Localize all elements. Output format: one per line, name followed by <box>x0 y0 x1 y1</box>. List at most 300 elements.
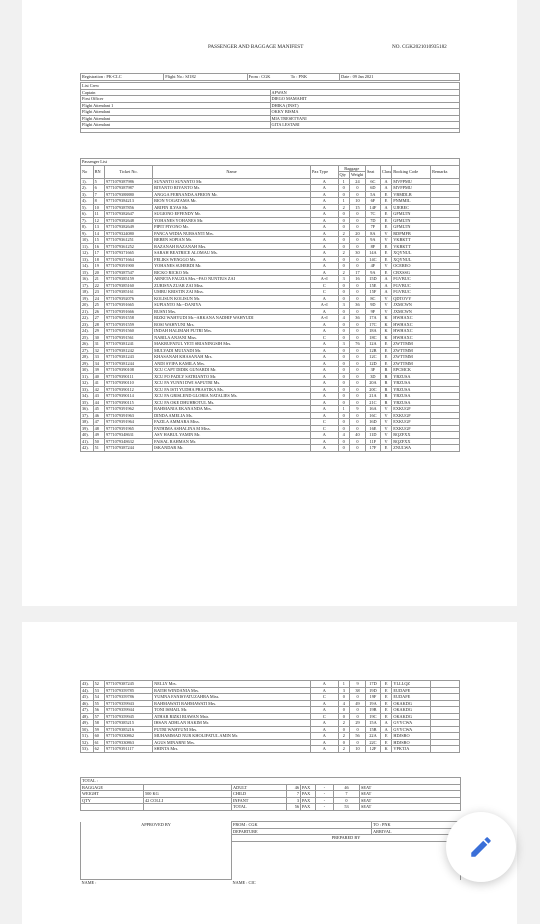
pax-booking: OKAKDG <box>392 707 431 714</box>
pax-booking: VPKTJA <box>392 746 431 753</box>
pax-booking: GFMLTN <box>392 217 431 224</box>
pax-no: 28). <box>81 354 94 361</box>
pax-ticket: 9771079391964 <box>105 419 153 426</box>
route-to: To : PNK <box>290 74 340 81</box>
pax-bag-weight: 0 <box>350 713 366 720</box>
pax-type: A <box>311 687 338 694</box>
pax-ticket: 9771079359786 <box>105 694 153 701</box>
pax-bag-qty: 1 <box>338 198 349 205</box>
pax-no: 9). <box>81 230 94 237</box>
pax-bag-qty: 2 <box>338 720 349 727</box>
pax-no: 48). <box>81 713 94 720</box>
pax-type: A <box>311 720 338 727</box>
pax-booking: QDTOVY <box>392 295 431 302</box>
pax-ticket: 9771079390111 <box>105 373 153 380</box>
pax-type: A <box>311 707 338 714</box>
pax-bn: 12 <box>93 217 104 224</box>
pax-booking: EUDAFE <box>392 687 431 694</box>
pax-class: A <box>380 185 391 192</box>
col-baggage: Baggage <box>338 165 365 172</box>
pax-type: A <box>311 373 338 380</box>
pax-bag-weight: 38 <box>350 687 366 694</box>
pax-bag-qty: 3 <box>338 687 349 694</box>
pax-bn: 58 <box>93 720 104 727</box>
pax-class: E <box>380 733 391 740</box>
pax-bag-weight: 0 <box>349 282 365 289</box>
pax-bag-qty: 0 <box>338 438 349 445</box>
pax-no: 4). <box>81 198 94 205</box>
pax-bag-weight: 0 <box>349 211 365 218</box>
pax-bag-qty: 0 <box>338 185 349 192</box>
pax-bag-qty: 0 <box>338 707 349 714</box>
pax-class: V <box>380 406 391 413</box>
infant-seat-label: SEAT <box>360 797 461 804</box>
pax-class: K <box>380 746 391 753</box>
pax-name: NELLY Mrs. <box>153 681 311 688</box>
pax-bn: 45 <box>93 406 104 413</box>
pax-ticket: 9771079381241 <box>105 341 153 348</box>
pax-type: A <box>311 733 338 740</box>
pax-name: NABILA ANJANI Miss. <box>153 334 311 341</box>
pax-bn: 46 <box>93 412 104 419</box>
total-seat-label: SEAT <box>360 804 461 811</box>
crew-name: DIEGO MAMAHIT <box>270 96 460 103</box>
pax-ticket: 9771079391560 <box>105 328 153 335</box>
pax-bag-qty: 1 <box>338 681 349 688</box>
pax-bag-qty: 0 <box>338 739 349 746</box>
pax-seat: 22A <box>366 733 381 740</box>
col-weight: Weight <box>349 172 365 179</box>
prepared-by: PREPARED BY <box>232 835 461 842</box>
pax-ticket: 9771079348631 <box>105 432 153 439</box>
pax-class: V <box>380 263 391 270</box>
pax-seat: 14F <box>365 204 380 211</box>
pax-bag-weight: 0 <box>349 289 365 296</box>
pax-booking: EPCMCK <box>392 367 431 374</box>
pax-remarks <box>431 746 460 753</box>
pax-class: E <box>380 211 391 218</box>
pax-no: 14). <box>81 263 94 270</box>
pax-bag-qty: 1 <box>338 178 349 185</box>
pax-booking: XQYNUL <box>392 250 431 257</box>
pax-ticket: 9771079361252 <box>105 243 153 250</box>
pax-seat: 15E <box>365 282 380 289</box>
route-from: From : CGK <box>247 74 290 81</box>
pax-seat: 20A <box>365 380 380 387</box>
pax-bag-qty: 0 <box>338 217 349 224</box>
pax-ticket: 9771079391666 <box>105 308 153 315</box>
col-remarks: Remarks <box>431 165 460 178</box>
pax-bn: 49 <box>93 432 104 439</box>
pax-ticket: 9771079387245 <box>105 681 153 688</box>
pax-bn: 28 <box>93 321 104 328</box>
pax-name: FAISAL RAHMAN Mr. <box>153 438 311 445</box>
pax-type: A <box>311 295 338 302</box>
pax-name: RATIH WINDANIA Mrs. <box>153 687 311 694</box>
pax-ticket: 9771079330863 <box>105 739 153 746</box>
pax-seat: 15B <box>366 726 381 733</box>
crew-role: Flight Attendant <box>81 122 271 129</box>
pax-booking: VKBKTT <box>392 243 431 250</box>
pax-no: 47). <box>81 707 94 714</box>
pax-booking: VBMDLB <box>392 191 431 198</box>
col-booking: Booking Code <box>392 165 431 178</box>
pax-bn: 21 <box>93 276 104 283</box>
baggage-label: BAGGAGE <box>81 784 144 791</box>
document-number: NO. CGK2021010935182 <box>392 44 447 50</box>
pax-seat: 7C <box>365 211 380 218</box>
pax-seat: 19F <box>366 694 381 701</box>
pax-bn: 43 <box>93 393 104 400</box>
pax-bn: 44 <box>93 399 104 406</box>
col-seat: Seat <box>365 165 380 178</box>
pax-name: SHINTA Mrs. <box>153 746 311 753</box>
pax-seat: 18A <box>365 328 380 335</box>
pax-bn: 57 <box>93 713 104 720</box>
pax-remarks <box>431 445 460 452</box>
pax-no: 26). <box>81 341 94 348</box>
from-label: FROM : CGK <box>232 822 372 829</box>
pax-bag-weight: 0 <box>349 360 365 367</box>
pax-class: E <box>380 681 391 688</box>
pax-ticket: 9771079388880 <box>105 191 153 198</box>
pax-ticket: 9771079359945 <box>105 713 153 720</box>
pax-bag-weight: 0 <box>349 354 365 361</box>
total-pax-count: 56 <box>287 804 301 811</box>
pax-class: A <box>380 289 391 296</box>
pax-booking: HWHAXC <box>392 321 431 328</box>
pax-type: A <box>311 739 338 746</box>
pax-name: YOHANES SUHERDI Mr. <box>153 263 311 270</box>
pax-bag-weight: 0 <box>349 191 365 198</box>
infant-unit: PAX <box>301 797 316 804</box>
pax-bag-qty: 0 <box>338 726 349 733</box>
pax-bag-weight: 0 <box>349 367 365 374</box>
pax-seat: 12A <box>365 341 380 348</box>
pax-name: RIYANTO RIYANTO Mr. <box>153 185 311 192</box>
col-qty: Qty <box>338 172 349 179</box>
pax-no: 11). <box>81 243 94 250</box>
pax-ticket: 9771079391117 <box>105 746 153 753</box>
signature-space <box>232 841 461 880</box>
pax-bag-weight: 36 <box>349 302 365 309</box>
pax-ticket: 9771079385160 <box>105 282 153 289</box>
weight-value: 500 KG <box>144 791 232 798</box>
pax-seat: 16D <box>365 419 380 426</box>
pax-booking: EUDAFE <box>392 694 431 701</box>
pax-no: 32). <box>81 380 94 387</box>
pax-booking: JXMCWN <box>392 302 431 309</box>
pax-bag-weight: 0 <box>349 438 365 445</box>
crew-role: Flight Attendant <box>81 115 271 122</box>
pax-class: R <box>380 380 391 387</box>
pax-class: E <box>380 360 391 367</box>
pax-ticket: 9771079391561 <box>105 334 153 341</box>
pax-bn: 56 <box>93 707 104 714</box>
pax-class: A <box>380 720 391 727</box>
child-label: CHILD <box>232 791 287 798</box>
pax-type: A <box>311 386 338 393</box>
pax-no: 35). <box>81 399 94 406</box>
pax-type: A <box>311 393 338 400</box>
pax-bag-weight: 0 <box>349 380 365 387</box>
pax-type: A <box>311 237 338 244</box>
approved-by: APPROVED BY <box>81 822 232 880</box>
pax-type: A <box>311 250 338 257</box>
pax-seat: 12D <box>365 360 380 367</box>
pax-class: E <box>380 739 391 746</box>
pax-no: 8). <box>81 224 94 231</box>
pax-bag-weight: 76 <box>349 341 365 348</box>
pax-no: 3). <box>81 191 94 198</box>
pax-ticket: 9771079371665 <box>105 250 153 257</box>
pax-bag-weight: 9 <box>349 406 365 413</box>
pax-booking: OKAKDG <box>392 700 431 707</box>
pax-class: E <box>380 217 391 224</box>
pax-seat: 21C <box>365 399 380 406</box>
pax-bag-weight: 0 <box>349 263 365 270</box>
crew-name: AFWAN <box>270 89 460 96</box>
pax-booking: MVFPMU <box>392 185 431 192</box>
pax-type: A <box>311 217 338 224</box>
pax-bag-qty: 0 <box>338 224 349 231</box>
pax-no: 30). <box>81 367 94 374</box>
pax-booking: OKAKDG <box>392 713 431 720</box>
col-name: Name <box>153 165 311 178</box>
passenger-header-row <box>81 165 460 172</box>
pax-name: SUPIANTO Mr.~DANIYA <box>153 302 311 309</box>
pax-no: 33). <box>81 386 94 393</box>
pax-ticket: 9771079391559 <box>105 321 153 328</box>
pax-booking: GVYCWA <box>392 726 431 733</box>
pax-class: K <box>380 321 391 328</box>
pax-no: 13). <box>81 256 94 263</box>
col-ticket: Ticket No. <box>105 165 153 178</box>
pax-name: XCU FA YUNNI DWI SAPUTRI Ms. <box>153 380 311 387</box>
pax-booking: ZWTTMM <box>392 341 431 348</box>
pax-bag-qty: 0 <box>338 308 349 315</box>
pax-booking: CBXSSG <box>392 269 431 276</box>
pax-type: A <box>311 746 338 753</box>
infant-count: 3 <box>287 797 301 804</box>
infant-seats: 0 <box>334 797 360 804</box>
pax-no: 10). <box>81 237 94 244</box>
pax-class: V <box>380 419 391 426</box>
pax-seat: 5A <box>365 191 380 198</box>
pax-no: 43). <box>81 681 94 688</box>
pax-class: V <box>380 237 391 244</box>
pax-bn: 20 <box>93 269 104 276</box>
pax-class: E <box>380 269 391 276</box>
pax-bag-qty: 0 <box>338 321 349 328</box>
pax-ticket: 9771079381243 <box>105 354 153 361</box>
pax-bn: 39 <box>93 367 104 374</box>
pax-class: E <box>380 341 391 348</box>
pax-bn: 61 <box>93 739 104 746</box>
flight-info-table <box>80 73 460 81</box>
pax-type: A+I <box>311 302 338 309</box>
pax-seat: 19D <box>366 687 381 694</box>
pax-bag-qty: 0 <box>338 367 349 374</box>
pax-bag-weight: 20 <box>349 230 365 237</box>
pax-booking: ZWTTMM <box>392 347 431 354</box>
pax-seat: 20C <box>365 386 380 393</box>
pax-name: XCU FO FADLY SATRIANTO Mr. <box>153 373 311 380</box>
registration: Registration : PK-CLC <box>81 74 164 81</box>
pax-no: 40). <box>81 432 94 439</box>
pax-bag-weight: 0 <box>349 256 365 263</box>
infant-label: INFANT <box>232 797 287 804</box>
pax-seat: 9D <box>365 302 380 309</box>
pax-name: SUGIONO EFFENDY Mr. <box>153 211 311 218</box>
crew-table <box>80 82 460 133</box>
pax-class: E <box>380 707 391 714</box>
manifest-page-1 <box>22 0 517 606</box>
pax-name: RIZKI WAHYUDI Mr.~ARKANA NADHIF WAHYUDI <box>153 315 311 322</box>
pax-seat: 16C <box>365 412 380 419</box>
pax-name: DINDA AMELIA Ms. <box>153 412 311 419</box>
pax-name: ISKANDAR Mr. <box>153 445 311 452</box>
pax-booking: YBZUSA <box>392 373 431 380</box>
pax-seat: 12F <box>366 746 381 753</box>
pax-bn: 7 <box>93 191 104 198</box>
pax-no: 39). <box>81 425 94 432</box>
pax-name: PUTRI WAHYUNI Mrs. <box>153 726 311 733</box>
pax-name: PANCA WIDIA NURSANTI Mrs. <box>153 230 311 237</box>
pax-no: 50). <box>81 726 94 733</box>
pax-no: 20). <box>81 302 94 309</box>
pax-bn: 42 <box>93 386 104 393</box>
pax-bag-weight: 0 <box>349 295 365 302</box>
edit-button[interactable] <box>446 812 516 882</box>
passenger-table-page-2 <box>80 680 460 753</box>
pax-seat: 6D <box>365 185 380 192</box>
child-count: 7 <box>287 791 301 798</box>
pax-seat: 8A <box>365 230 380 237</box>
pax-class: R <box>380 399 391 406</box>
pax-bn: 26 <box>93 308 104 315</box>
pax-bag-qty: 0 <box>338 334 349 341</box>
pax-no: 27). <box>81 347 94 354</box>
pax-ticket: 9771079382649 <box>105 224 153 231</box>
col-pax-type: Pax Type <box>311 165 338 178</box>
totals-row <box>81 804 461 811</box>
pax-bn: 13 <box>93 224 104 231</box>
pax-bag-qty: 0 <box>338 295 349 302</box>
pax-type: A <box>311 191 338 198</box>
pax-class: R <box>380 393 391 400</box>
pax-class: A <box>380 204 391 211</box>
pax-no: 29). <box>81 360 94 367</box>
pax-bn: 10 <box>93 204 104 211</box>
pax-name: ARIFIN ILYAS Mr. <box>153 204 311 211</box>
pax-name: MAKRUFATUL YETI SRIANINGSIH Mrs. <box>153 341 311 348</box>
pax-bag-qty: 0 <box>338 373 349 380</box>
departure-label: DEPARTURE <box>232 828 372 835</box>
crew-name: OKKY BISMA <box>270 109 460 116</box>
pax-type: A <box>311 726 338 733</box>
pax-ticket: 9771079391558 <box>105 315 153 322</box>
pax-no: 5). <box>81 204 94 211</box>
pax-booking: MVFPMU <box>392 178 431 185</box>
totals-table <box>80 777 461 811</box>
pax-no: 7). <box>81 217 94 224</box>
pax-booking: YBZUSA <box>392 399 431 406</box>
pax-type: A <box>311 256 338 263</box>
pax-bag-qty: 0 <box>338 256 349 263</box>
pax-seat: 17F <box>365 445 380 452</box>
col-no: No <box>81 165 94 178</box>
pax-type: C <box>311 694 338 701</box>
adult-seats: 46 <box>334 784 360 791</box>
pax-bag-qty: 0 <box>338 713 349 720</box>
child-seats: 7 <box>334 791 360 798</box>
pax-seat: 19B <box>366 707 381 714</box>
pax-bag-weight: 0 <box>349 321 365 328</box>
pax-booking: UJEBEC <box>392 204 431 211</box>
pax-ticket: 9771079387856 <box>105 204 153 211</box>
pax-booking: VKBKTT <box>392 237 431 244</box>
crew-role: Flight Attendant 1 <box>81 102 271 109</box>
pax-bag-weight: 0 <box>349 419 365 426</box>
pax-type: C <box>311 282 338 289</box>
pax-type: C <box>311 289 338 296</box>
pax-no: 34). <box>81 393 94 400</box>
pax-bn: 17 <box>93 250 104 257</box>
pax-booking: HWHAXC <box>392 315 431 322</box>
signature-table <box>80 821 461 886</box>
pax-type: A+I <box>311 315 338 322</box>
pax-class: V <box>380 302 391 309</box>
manifest-page-2 <box>22 622 517 924</box>
pax-no: 17). <box>81 282 94 289</box>
pax-class: K <box>380 334 391 341</box>
pax-type: A <box>311 412 338 419</box>
pax-no: 41). <box>81 438 94 445</box>
pax-bn: 11 <box>93 211 104 218</box>
pax-bag-qty: 2 <box>338 230 349 237</box>
pax-bn: 27 <box>93 315 104 322</box>
pax-bag-weight: 10 <box>350 746 366 753</box>
pax-type: A <box>311 263 338 270</box>
pax-seat: 14C <box>365 256 380 263</box>
pax-type: A <box>311 432 338 439</box>
pax-ticket: 9771079387547 <box>105 269 153 276</box>
pax-name: XCU FA OKE DHUHROTUL Ms. <box>153 399 311 406</box>
pax-seat: 19C <box>366 713 381 720</box>
weight-label: WEIGHT <box>81 791 144 798</box>
pax-name: ASY HABUL YAMIN Mr. <box>153 432 311 439</box>
pax-bn: 18 <box>93 256 104 263</box>
pax-seat: 12B <box>365 347 380 354</box>
pax-booking: HDJSRO <box>392 739 431 746</box>
child-dash: - <box>316 791 334 798</box>
pax-bag-weight: 24 <box>349 178 365 185</box>
pax-bn: 53 <box>93 687 104 694</box>
pax-seat: 16A <box>365 406 380 413</box>
pax-bag-weight: 0 <box>349 347 365 354</box>
pax-bag-qty: 2 <box>338 269 349 276</box>
pax-bag-qty: 2 <box>338 204 349 211</box>
pax-type: A <box>311 438 338 445</box>
pax-no: 21). <box>81 308 94 315</box>
pax-no: 16). <box>81 276 94 283</box>
pax-seat: 15A <box>366 720 381 727</box>
pax-seat: 3D <box>365 373 380 380</box>
pax-type: A <box>311 399 338 406</box>
manifest-title: PASSENGER AND BAGGAGE MANIFEST <box>208 44 304 50</box>
to-label: TO : PNK <box>372 822 461 829</box>
